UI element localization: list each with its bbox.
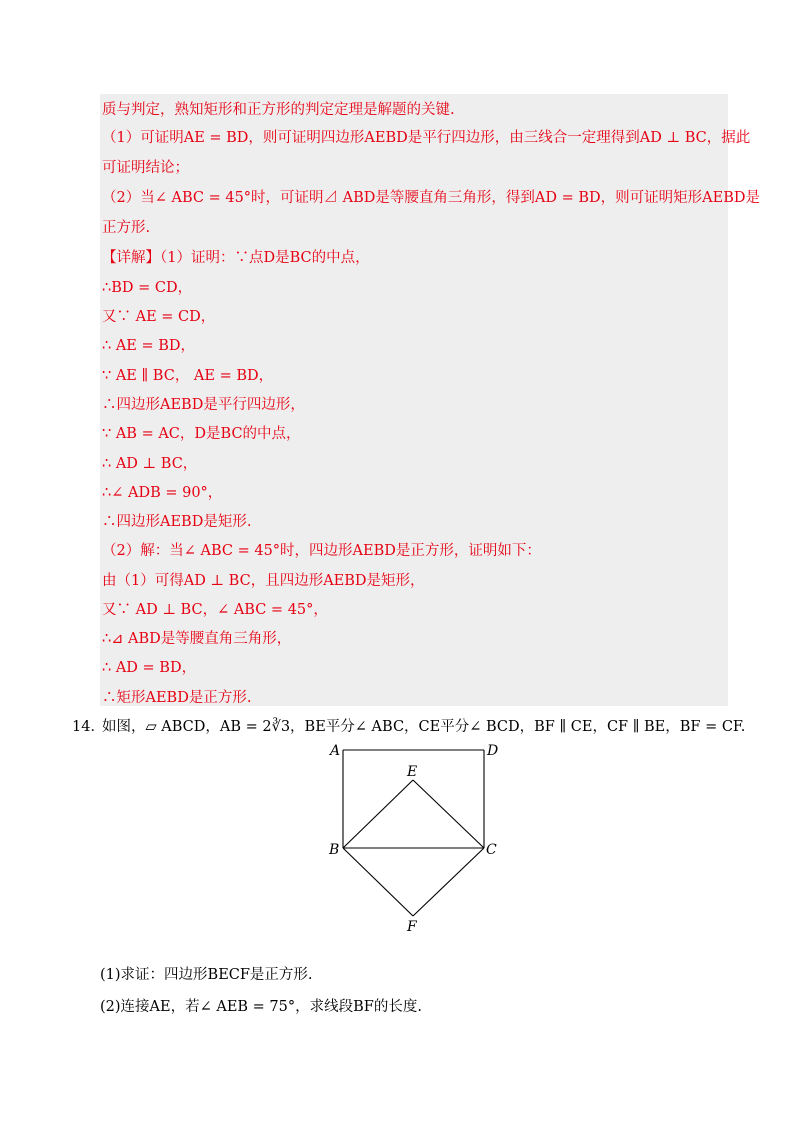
solution-line-15: ∴四边形AEBD是矩形. (102, 514, 252, 530)
solution-line-4: （2）当∠ ABC = 45°时，可证明⊿ ABD是等腰直角三角形，得到AD = BD，则可证明矩形AEBD是 (102, 190, 760, 206)
segment-BE (343, 780, 413, 848)
solution-line-20: ∴ AD = BD， (102, 660, 197, 676)
question-text: 如图，▱ ABCD，AB = 2∛3，BE平分∠ ABC，CE平分∠ BCD，BF ∥ CE，CF ∥ BE，BF = CF. (102, 719, 746, 735)
solution-line-18: 又∵ AD ⊥ BC，∠ ABC = 45°， (102, 602, 328, 618)
solution-line-11: ∴四边形AEBD是平行四边形， (102, 397, 305, 413)
label-E: E (407, 764, 418, 780)
solution-line-16: （2）解：当∠ ABC = 45°时，四边形AEBD是正方形，证明如下： (102, 543, 541, 559)
solution-line-9: ∴ AE = BD， (102, 338, 196, 354)
solution-line-13: ∴ AD ⊥ BC， (102, 456, 198, 472)
solution-line-10: ∵ AE ∥ BC， AE = BD， (102, 368, 274, 384)
solution-line-21: ∴矩形AEBD是正方形. (102, 690, 252, 706)
question-number: 14． (72, 719, 105, 735)
label-F: F (407, 919, 417, 935)
solution-line-8: 又∵ AE = CD， (102, 309, 216, 325)
solution-line-12: ∵ AB = AC，D是BC的中点， (102, 426, 301, 442)
segment-FC (413, 848, 484, 916)
label-C: C (486, 842, 497, 858)
segment-BF (343, 848, 413, 916)
solution-line-3: 可证明结论； (102, 160, 189, 176)
solution-line-5: 正方形. (102, 220, 151, 236)
solution-line-6: 【详解】（1）证明：∵点D是BC的中点， (102, 250, 370, 266)
solution-line-14: ∴∠ ADB = 90°， (102, 485, 223, 501)
solution-line-17: 由（1）可得AD ⊥ BC，且四边形AEBD是矩形， (102, 573, 425, 589)
segment-EC (413, 780, 484, 848)
solution-line-2: （1）可证明AE = BD，则可证明四边形AEBD是平行四边形，由三线合一定理得到AD ⊥ BC，据此 (102, 130, 751, 146)
geometry-figure (320, 738, 510, 938)
solution-line-7: ∴BD = CD， (102, 280, 193, 296)
solution-line-1: 质与判定，熟知矩形和正方形的判定定理是解题的关键. (102, 102, 455, 118)
label-D: D (487, 743, 499, 759)
question-part-2: (2)连接AE，若∠ AEB = 75°，求线段BF的长度. (100, 999, 422, 1015)
label-B: B (329, 842, 340, 858)
solution-line-19: ∴⊿ ABD是等腰直角三角形， (102, 631, 292, 647)
label-A: A (330, 743, 341, 759)
question-part-1: (1)求证：四边形BECF是正方形. (100, 967, 313, 983)
